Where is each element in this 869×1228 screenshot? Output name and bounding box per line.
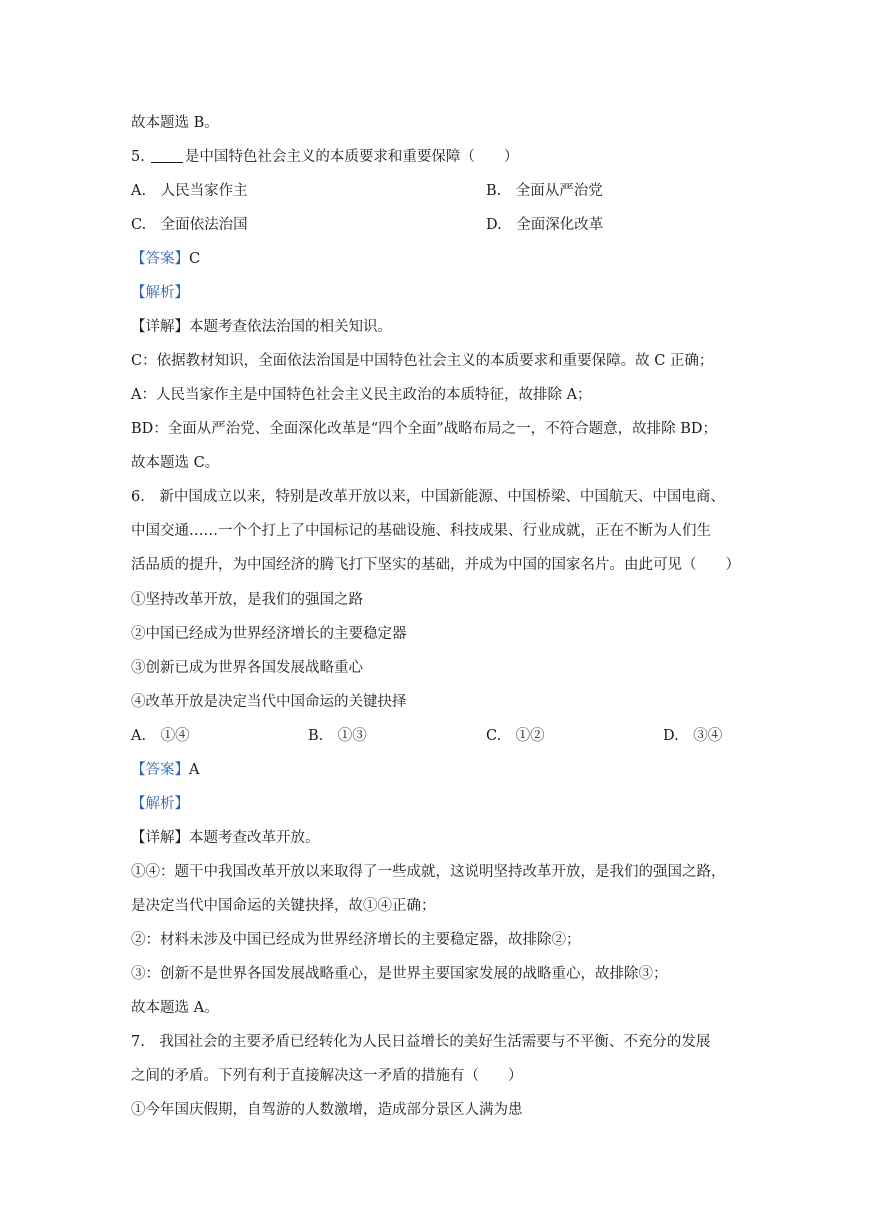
q6-detail: 【详解】本题考查改革开放。 bbox=[131, 830, 320, 846]
q5-explain-line: A：人民当家作主是中国特色社会主义民主政治的本质特征，故排除 A； bbox=[131, 387, 592, 403]
q5-answer-value: C bbox=[189, 251, 201, 267]
q7-stem-line: 7. 我国社会的主要矛盾已经转化为人民日益增长的美好生活需要与不平衡、不充分的发展 bbox=[131, 1034, 711, 1050]
q5-number: 5. bbox=[131, 149, 145, 165]
q6-conclusion: 故本题选 A。 bbox=[131, 1000, 219, 1016]
q6-statement: ③创新已成为世界各国发展战略重心 bbox=[131, 660, 363, 676]
q5-conclusion: 故本题选 C。 bbox=[131, 455, 220, 471]
q6-explain-line: 是决定当代中国命运的关键抉择，故①④正确； bbox=[131, 898, 436, 914]
q5-option-c: C. 全面依法治国 bbox=[131, 217, 248, 233]
q6-analysis-tag: 【解析】 bbox=[131, 796, 189, 812]
q7-stem-line: 之间的矛盾。下列有利于直接解决这一矛盾的措施有（ ） bbox=[131, 1068, 523, 1084]
q6-statement: ①坚持改革开放，是我们的强国之路 bbox=[131, 592, 363, 608]
q6-explain-line: ③：创新不是世界各国发展战略重心，是世界主要国家发展的战略重心，故排除③； bbox=[131, 966, 668, 982]
q5-answer-tag: 【答案】 bbox=[131, 251, 189, 267]
q6-option-c: C. ①② bbox=[486, 728, 545, 744]
q6-option-d: D. ③④ bbox=[663, 728, 723, 744]
q6-statement: ④改革开放是决定当代中国命运的关键抉择 bbox=[131, 694, 407, 710]
q5-analysis-tag: 【解析】 bbox=[131, 285, 189, 301]
q5-stem-text: 是中国特色社会主义的本质要求和重要保障（ ） bbox=[184, 149, 519, 165]
q6-option-b: B. ①③ bbox=[308, 728, 367, 744]
q6-answer-value: A bbox=[189, 762, 200, 778]
q5-detail: 【详解】本题考查依法治国的相关知识。 bbox=[131, 319, 392, 335]
q5-explain-line: C：依据教材知识，全面依法治国是中国特色社会主义的本质要求和重要保障。故 C 正确； bbox=[131, 353, 714, 369]
q6-stem-line: 活品质的提升，为中国经济的腾飞打下坚实的基础，并成为中国的国家名片。由此可见（ ） bbox=[131, 557, 740, 573]
q6-statement: ②中国已经成为世界经济增长的主要稳定器 bbox=[131, 626, 407, 642]
q6-explain-line: ②：材料未涉及中国已经成为世界经济增长的主要稳定器，故排除②； bbox=[131, 932, 581, 948]
q6-stem-line: 中国交通……一个个打上了中国标记的基础设施、科技成果、行业成就，正在不断为人们生 bbox=[131, 523, 711, 539]
q5-explain-line: BD：全面从严治党、全面深化改革是“四个全面”战略布局之一，不符合题意，故排除 BD； bbox=[131, 421, 717, 437]
q5-option-a: A. 人民当家作主 bbox=[131, 183, 248, 199]
q6-option-a: A. ①④ bbox=[131, 728, 190, 744]
q6-answer-tag: 【答案】 bbox=[131, 762, 189, 778]
prev-conclusion: 故本题选 B。 bbox=[131, 115, 219, 131]
q5-answer bbox=[131, 249, 751, 269]
q5-option-b: B. 全面从严治党 bbox=[486, 183, 603, 199]
q5-option-d: D. 全面深化改革 bbox=[486, 217, 604, 233]
q5-fill-blank bbox=[151, 148, 183, 163]
q6-answer bbox=[131, 760, 751, 780]
q6-explain-line: ①④：题干中我国改革开放以来取得了一些成就，这说明坚持改革开放，是我们的强国之路， bbox=[131, 864, 726, 880]
q6-stem-line: 6. 新中国成立以来，特别是改革开放以来，中国新能源、中国桥梁、中国航天、中国电商、 bbox=[131, 489, 725, 505]
q5-stem bbox=[131, 147, 751, 167]
q7-statement: ①今年国庆假期，自驾游的人数激增，造成部分景区人满为患 bbox=[131, 1102, 523, 1118]
